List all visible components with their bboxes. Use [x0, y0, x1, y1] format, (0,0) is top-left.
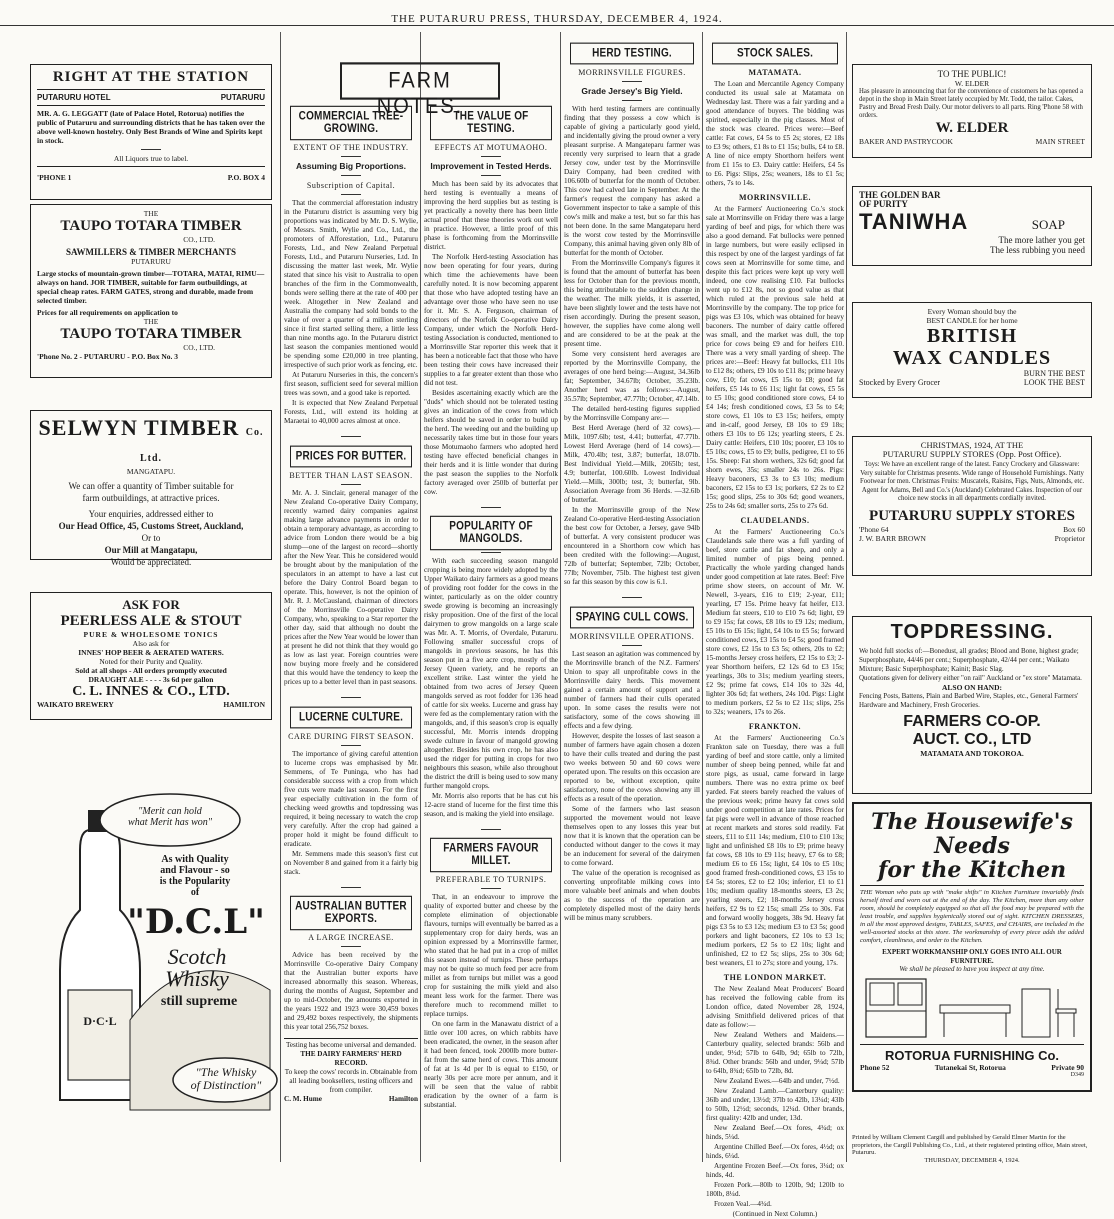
dcl-q4: and Flavour - so [160, 865, 230, 876]
article-paragraph: It is expected that New Zealand Perpetual Forests, Ltd., will extend its holding at Maraetai to 40,000 acres almost at once. [284, 399, 418, 425]
taupo-line1: SAWMILLERS & TIMBER MERCHANTS [65, 247, 237, 257]
article-heading: STOCK SALES. [712, 43, 838, 65]
sale-place: MATAMATA. [748, 68, 802, 77]
article-paragraph: Mr. Semmens made this season's first cut on November 8 and gained from it a fairly big stack. [284, 850, 418, 876]
housewife-needs-ad [852, 802, 1092, 1092]
article-heading: SPAYING CULL COWS. [570, 607, 694, 629]
topdressing-q: Quotations given for delivery either "on rail" Auckland or "ex store" Matamata. [859, 674, 1082, 682]
article-paragraph: At the Farmers' Auctioneering Co.'s stock sale at Morrinsville on Friday there was a large yarding of beef and pigs, for which there was also a good demand. Fat bullocks were penned in large numbers, but were easily eclipsed in this respect by one of the largest yardings of fat cows seen at Morrinsville for some time, and despite this fact prices were kept up very well indeed, one cow realising £10. Fat bullocks went up to £12 8s, not so good value as that which ruled at the previous sale held at Morrinsville by the company. The top price for pigs was £3 10s, which was obtained for heavy baconers. The number of dairy cattle offered was small, and the market was dull, the top price for cows being £9 and for heifers £10. There was a very small yarding of sheep. The prices are:—Beef: Heavy fat bullocks, £11 10s to £12 8s; others, £9 10s to £11 8s; prime heavy cow, £10; fat cows, £5 15s to £8; good fat heifers, £5 14s to £6 11s; light fat cows, £5 5s to £5 10s; good conditioned store cows, £4 to £4 14s; fresh conditioned cows, £3 5s to £4; store cows, £1 10s to £3 15s; heifers, empty and in-calf, good Jersey, £8 10s to £9 18s; others £3 10s to £6 12s; yearling steers, £ 2s. Dairy cattle: Heifers, £10 10s; poorer, £3 10s to £5 10s; cows, £5 to £9; bulls, pedigree, £1 to £6 15s. Sheep: Fat shorn wethers, 32s 6d; good fat shorn ewes, 35s; smaller 24s to 26s. Pigs: Heavy baconers, £3 3s to £3 10s; medium baconers, £2 15s to £3 1s; porkers, £2 2s to £2 15s; good slips, 25s to 30s 6d; good weaners, 25s to 24s 6d; smaller sorts, 25s to 27s 6d. [706, 205, 844, 510]
article-heading: THE VALUE OF TESTING. [430, 106, 552, 141]
peerless-company: C. L. INNES & CO., LTD. [72, 684, 230, 699]
wax-name1: BRITISH [926, 325, 1018, 347]
peerless-town: HAMILTON [223, 700, 265, 709]
article-paragraph: However, despite the losses of last season a number of farmers have again chosen a dozen to have their culls treated and during the past two weeks between 50 and 60 cows were operated upon. The results on this occasion are reported to be, without exception, quite satisfactory, none of the cows showing any ill effects as a result of the operation. [564, 732, 700, 803]
taniwha-l2: OF PURITY [859, 199, 908, 209]
continued-note: (Continued in Next Column.) [732, 1210, 818, 1218]
xmas-title: CHRISTMAS, 1924, AT THE [920, 440, 1024, 450]
dcl-quote1: "Merit can hold [138, 806, 202, 817]
article-paragraph: That, in an endeavour to improve the quality of exported butter and cheese by the complete elimination of objectionable flavours, turnips will eventually be barred as a supplementary crop for dairy herds, was an opinion expressed by a Morrinsville farmer, who stated that he had put in a crop of millet this season instead of turnips. These perhaps may not be quite so much feed per acre from millet as from turnips but millet was a good crop for sustaining the milk yield and also meant less work for the farmer. There was therefore much to recommend millet to replace turnips. [424, 893, 558, 1018]
xmas-box: Box 60 [1063, 524, 1085, 534]
article-paragraph: At the Farmers' Auctioneering Co.'s Claudelands sale there was a full yarding of beef, store cattle and fat sheep, and only a limited number of pigs being penned. Practically the whole yarding changed hands under good competition at late rates. Beef: Five prime show steers, on account of Mr. W. Newell, 3-years, £16 to £19; 2-year, £11; yearling, £7 15s. Prime heavy fat heifer, £13. Medium fat steers, £10 to £10 7s 6d; light, £9 to £9 15s; fat cows, £8 10s to £9 12s; medium, £5 10s to £6 15s; light, £4 10s to £5 5s; forward conditioned cows, £3 15s to £4 5s; good framed store cows, £2 15s to £3 5s; others, 20s to £2; 15-months Jersey cross heifers, £2 15s to £3; 2-year Shorthorn heifers, £2 12s 6d to £3 15s; yearlings, 30s to 31s; medium yearling steers, £2 9s; prime fat cows, £14 10s to 32s 4d, lighter 30s 6d; fat wethers, 24s 10d. Pigs: Light to medium porkers, £2 5s to £2 11s; slips, 25s to 32s; weaners, 17s to 26s. [706, 528, 844, 716]
farm-col-a [284, 104, 418, 1154]
article-paragraph: Best Herd Average (herd of 32 cows).—Milk, 1097.6lb; test, 4.41; butterfat, 47.77lb. Lowest Herd Average (herd of 14 cows).—Milk, 470.4lb; test, 3.87; butterfat, 18.07lb. Best Individual Yield.—Milk, 2065lb; test, 4.9; butterfat, 100.60lb. Lowest Individual Yield.—Milk, 300lb; test, 3; butterfat, 9lb. Association Average from 36 Herds. —32.6lb of butterfat. [564, 424, 700, 504]
peerless-sold: Sold at all shops - All orders promptly executed [75, 666, 227, 675]
column-rule [280, 32, 281, 1162]
herd-record-ad-town: Hamilton [388, 1095, 418, 1103]
selwyn-town: MANGATAPU. [126, 467, 176, 476]
article-subheading: MORRINSVILLE FIGURES. [578, 68, 686, 77]
article-heading: PRICES FOR BUTTER. [290, 446, 412, 468]
article-paragraph: Some of the farmers who last season supported the movement would not leave themselves open to any losses this year but now that it is known that the operation can be conducted without danger to the cows it may be an inducement for several of the dairymen to come forward. [564, 805, 700, 867]
wax-candles-ad [852, 302, 1092, 398]
wax-l1: Every Woman should buy the [927, 307, 1017, 316]
wax-burn: BURN THE BEST [1023, 369, 1085, 378]
selwyn-co: Co. Ltd. [139, 427, 264, 464]
dcl-s1: Scotch [167, 944, 227, 969]
imprint [852, 1134, 1092, 1164]
liquor-note: All Liquors true to label. [113, 154, 189, 163]
peerless-ask: ASK FOR [122, 597, 180, 612]
article-paragraph: The Loan and Mercantile Agency Company conducted its usual sale at Matamata on Wednesday last. There was a fair yarding and a good attendance of buyers. The bidding was spirited, especially in the pig classes. Most of the stock was cleared. Prices were:—Beef cattle: Fat cows, £4 5s to £5 2s; stores, £2 18s to £3 9s; others, £1 8s to £1 15s; bulls, £4 to £8. A line of nice empty Shorthorn heifers went from £1 15s to £3. Dairy cattle: Heifers, £4 5s to £6. Pigs: Slips, 25s; weaners, 18s to £1 5s; others, 7s to 14s. [706, 80, 844, 187]
hw-text: THE Woman who puts up with "make shifts" in Kitchen Furniture invariably finds herself tired and worn out at the end of the day. The Kitchen, more than any other room, should be completely equipped so that all the food may be prepared with the least trouble, and supplies hygienically stored out of sight. KITCHEN DRESSERS, in all the most approved designs, TABLES, SAFES, and CHAIRS, are included in the well-assorted stocks at this store. The workmanship of every piece adds the added comfort, cleanliness, and order to the Kitchen. [860, 889, 1084, 944]
xmas-sub: PUTARURU SUPPLY STORES (Opp. Post Office). [882, 449, 1062, 459]
elder-signature: W. ELDER [935, 120, 1009, 136]
elder-trade: BAKER AND PASTRYCOOK [859, 137, 953, 146]
taupo-text: Large stocks of mountain-grown timber—TOTARA, MATAI, RIMU—always on hand. JOR TIMBER, suitable for farm outbuildings, at special cheap rates. FARM GATES, strong and durable, made from selected timber. [37, 269, 265, 305]
article-paragraph: Much has been said by its advocates that herd testing is eventually a means of improving the herd supplies but as testing is yet practically a novelty there has been little actual proof that these theories work out well in practice. However, a little proof of this phase is forthcoming from the Morrinsville district. [424, 180, 558, 251]
the-label: THE [143, 209, 159, 218]
dcl-brand: "D.C.L" [127, 902, 265, 942]
sale-place: THE LONDON MARKET. [723, 973, 827, 982]
article-paragraph: Advice has been received by the Morrinsville Co-operative Dairy Company that the Australian butter exports have increased abnormally this season. Whereas, during the months of August, September and up to mid-October, the amounts exported in the years 1922 and 1923 were 30,459 boxes and 29,492 boxes respectively, the shipments this year total 256,752 boxes. [284, 951, 418, 1031]
dcl-label: D·C·L [83, 1014, 117, 1028]
elder-street: MAIN STREET [1035, 137, 1085, 146]
article-paragraph: On one farm in the Manawatu district of a little over 100 acres, on which rabbits have been eradicated, the owner, in the season after it had been fenced, took 2000lb more butter-fat from the same herd of cows. This amount of fat at 1s 4d per lb is equal to £150, or nearly 30s per acre more per annum, and it will be seen that the value of rabbit eradication by the owner of a farm is substantial. [424, 1020, 558, 1109]
peerless-pure: PURE & WHOLESOME TONICS [83, 630, 219, 639]
elder-text: Has pleasure in announcing that for the convenience of customers he has opened a depot in the shop in Main Street lately occupied by Mr. Todd, the tailor. Cakes, Pastry and Bread Fresh Daily. Our motor delivers to all parts. Ring 'Phone 58 with orders. [859, 88, 1084, 119]
article-paragraph: The Norfolk Herd-testing Association has now been operating for four years, during which time the achievements have been carefully noted. It is now becoming apparent that those who have adopted testing have an advantage over those who have seen no use for it. Mr. S. A. Ferguson, chairman of directors of the Norfolk Co-operative Dairy Company, under which the Norfolk Herd-testing Association is conducted, mentioned to a Morrinsville Star reporter this week that it has been a noticeable fact that those who have been testing their cows have increased their supplies to a far greater extent than those who did not test. [424, 253, 558, 387]
article-paragraph: Frozen Pork.—80lb to 120lb, 9d; 120lb to 180lb, 8¼d. [706, 1181, 844, 1198]
article-paragraph: Some very consistent herd averages are reported by the Morrinsville Company, the averages of one herd being:—August, 34.36lb fat; September, 34.67lb; October, 35.23lb. Another herd was as follows:—August, 35.57lb; September, 47.77lb; October, 47.14lb. [564, 350, 700, 403]
article-heading: POPULARITY OF MANGOLDS. [430, 516, 552, 551]
peerless-draught: DRAUGHT ALE - - - - 3s 6d per gallon [88, 675, 214, 684]
station-hotel-ad [30, 64, 272, 200]
article-paragraph: The value of the operation is recognised as converting unprofitable milking cows into more valuable beef animals and when doubts as to the success of the operation are completely dispelled most of the dairy herds will be minus many scrubbers. [564, 869, 700, 922]
article-paragraph: Last season an agitation was commenced by the Morrinsville branch of the N.Z. Farmers' Union to spay all unprofitable cows in the Morrinsville dairy herds. This movement gained a certain amount of support and a number of farmers had their culls operated upon. In some cases the results were not satisfactory, some of the cows showing ill effects and a few dying. [564, 650, 700, 730]
article-paragraph: Besides ascertaining exactly which are the "duds" which should not be tolerated testing gives an indication of the cows from which heifers should be saved in order to build up the herd. The weeding out and the building up necessarily takes time but in those four years those Motumaoho farmers who adopted herd testing have effected beneficial changes in their herds and it is little wonder that during the past season the supplies to the Norfolk factory averaged over 250lb of butterfat per cow. [424, 389, 558, 496]
herd-record-ad-line: To keep the cows' records in. Obtainable from all leading booksellers, testing officers and from compiler. [284, 1068, 418, 1094]
selwyn-l2: farm outbuildings, at attractive prices. [82, 493, 220, 503]
taupo-name: TAUPO TOTARA TIMBER [60, 326, 242, 342]
dcl-s3: still supreme [160, 994, 238, 1009]
article-paragraph: Argentine Frozen Beef.—Ox fores, 3¼d; ox hinds, 4d. [706, 1162, 844, 1179]
kitchen-furniture-illustration [860, 975, 1086, 1041]
hw-priv: Private 90 [1051, 1063, 1084, 1072]
taupo-name: TAUPO TOTARA TIMBER [60, 218, 242, 234]
article-subheading: EXTENT OF THE INDUSTRY. [293, 143, 409, 152]
farmers-coop-name1: FARMERS CO-OP. [903, 713, 1041, 730]
elder-to: TO THE PUBLIC! [937, 69, 1007, 79]
hw-title1: The Housewife's Needs [871, 809, 1073, 859]
elder-w: W. ELDER [954, 79, 990, 88]
hw-phone: Phone 52 [860, 1063, 890, 1072]
article-heading: COMMERCIAL TREE-GROWING. [290, 106, 412, 141]
xmas-phone: 'Phone 64 [859, 524, 889, 534]
article-subheading: A LARGE INCREASE. [308, 933, 394, 942]
article-subheading: Assuming Big Proportions. [295, 161, 407, 171]
farmers-coop-name2: AUCT. CO., LTD [912, 731, 1032, 748]
article-paragraph: The New Zealand Meat Producers' Board has received the following cable from its London office, dated November 28, 1924, advising Smithfield delivered prices of that date as follow:— [706, 985, 844, 1029]
taniwha-t2: The less rubbing you need [990, 245, 1085, 255]
article-paragraph: With herd testing farmers are continually finding that they possess a cow which is capable of giving a particularly good yield, and incidentally giving the proud owner a very pleasant surprise. A Mangateparu farmer was recently very surprised to learn that a grade Jersey cow, under test by the Morrinsville Dairy Company, had been credited with 106.60lb of butterfat for the month of October. This cow had calved late in September. At the farmer's request the company has asked a Government inspector to take a sample of this cow's milk and make a test, but so far this has not been done. In the same Mangateparu herd is the worst cow tested by the Morrinsville Company, this animal having given only 8lb of butterfat for the month of October. [564, 105, 700, 257]
article-paragraph: At the Farmers' Auctioneering Co.'s Frankton sale on Tuesday, there was a full yarding of beef and store cattle, only a limited number of sheep being penned, while fat and store pigs, as usual, came forward in large numbers. There was no extra prime ox beef yarded. Fat steers barely reached the values of the previous week; prime heavy fat cows sold under good competition at late rates. Prices for fat pigs were well in advance of those reached at recent markets and stores sold readily. Fat steers, £11 to £11 14s; medium, £10 to £10 13s; light and unfinished £8 10s to £9; prime heavy fat cows, £8 10s to £9 11s; heavy, £7 6s to £8; medium £6 to £6 15s; light, £4 10s to £5 10s; good framed fresh-conditioned cows, £3 15s to £4 5s; stores, £2 to £2 10s; inferior, £1 to £1 10s; medium quality 18-months steers, £3 2s; yearling steers, £2; 18-months Jersey cross heifers, £2 9s to £2 15s; small 25s to 30s. Fat and forward woolly hoggets, 38s 9d. Heavy fat pigs £3 5s to £3 12s; medium £3 to £3 5s; good porkers and light baconers, £2 10s to £3 1s; medium porkers, £2 5s to £2 10s; light and unfinished, £2 to £2 5s; slips, 25s to 30s 6d; best weaners, £1 to 27s; store and young, 17s. [706, 734, 844, 967]
sale-place: CLAUDELANDS. [740, 516, 810, 525]
xmas-prop: J. W. BARR BROWN [859, 533, 926, 543]
dcl-q3: As with Quality [161, 854, 229, 865]
stock-sales-column [706, 40, 844, 1218]
dcl-s2: Whisky [165, 966, 229, 991]
selwyn-l7: Would be appreciated. [110, 557, 192, 567]
wax-name2: WAX CANDLES [892, 347, 1052, 369]
rotorua-furnishing-name: ROTORUA FURNISHING Co. [884, 1048, 1060, 1063]
article-paragraph: New Zealand Ewes.—64lb and under, 7½d. [714, 1077, 840, 1085]
herd-record-ad-line: THE DAIRY FARMERS' HERD RECORD. [300, 1050, 402, 1067]
dcl-tag2: of Distinction" [190, 1078, 262, 1092]
article-subheading: Subscription of Capital. [306, 181, 396, 190]
topdressing-ad [852, 616, 1092, 794]
hotel-box: P.O. BOX 4 [227, 173, 265, 182]
xmas-proprietor: Proprietor [1054, 533, 1085, 543]
topdressing-text: We hold full stocks of:—Bonedust, all grades; Blood and Bone, highest grade; Superphosphate, 44/46 per cent.; Superphosphate, 42/44 per cent.; Waikato Mixture; Basic Superphosphate; Kainit; Basic Slag. [859, 647, 1079, 673]
topdressing-also-text: Fencing Posts, Battens, Plain and Barbed Wire, Staples, etc., General Farmers' Hardware and Machinery, Fresh Groceries. [859, 692, 1079, 709]
article-paragraph: That the commercial afforestation industry in the Putaruru district is assuming very big proportions was indicated by Mr. D. S. Wylie, of Messrs. Smith, Wylie and Co., Ltd., the promoters of Afforestation, Ltd., Putaruru Forests, Ltd., and New Zealand Perpetual Forests, Ltd., and Putaruru Nurseries, Ltd. In discussing the matter last week, Mr. Wylie stated that since his visit to Australia to open branches of the firm in the Commonwealth, bonds were selling there at the rate of 400 per week. Altogether in New Zealand and Australia the company had sold bonds to the value of over a quarter of a million sterling since it first started selling there, a little less than nine months ago. In the Putaruru district last season the companies mentioned would be spending some £20,000 in tree planting, irrespective of such prior work as fencing, etc. [284, 199, 418, 369]
selwyn-l5: Or to [141, 533, 161, 543]
article-paragraph: Frozen Veal.—4¾d. [714, 1200, 772, 1208]
selwyn-timber-ad [30, 410, 272, 567]
taupo-phone: 'Phone No. 2 - PUTARURU - P.O. Box No. 3 [37, 352, 179, 361]
sale-place: MORRINSVILLE. [738, 193, 812, 202]
article-heading: HERD TESTING. [570, 43, 694, 65]
column-rule [846, 32, 847, 1162]
article-paragraph: Mr. Morris also reports that he has cut his 12-acre stand of lucerne for the first time this season, and is making the yield into ensilage. [424, 792, 558, 818]
article-paragraph: Mr. A. J. Sinclair, general manager of the New Zealand Co-operative Dairy Company, recently warned dairy companies against making large advance payments in order to obtain a temporary advantage, as according to advice from London there would be a big slump—one of the largest on record—shortly after the New Year. This he considered would be brought about by the manipulation of the speculators in an attempt to have a last cut before the Dairy Control Board began to operate. This, however, is not the opinion of Mr. R. J. McCausland, chairman of directors of the Morrinsville Co-operative Dairy Company, who, speaking to a Star reporter the other day, said that although no doubt the prices after the New Year would be lower than at present he did not think that they would go as low as last year. Foreign countries were now buying more freely and he considered that this would have the tendency to keep the prices up to a better level than in past seasons. [284, 489, 418, 686]
wax-look: LOOK THE BEST [1023, 378, 1085, 387]
hw-code: D349 [1070, 1072, 1084, 1078]
article-paragraph: The detailed herd-testing figures supplied by the Morrinsville Company are:— [564, 405, 700, 422]
farmers-coop-towns: MATAMATA AND TOKOROA. [920, 749, 1024, 758]
selwyn-l4: Our Head Office, 45, Customs Street, Auckland, [58, 521, 244, 531]
ad-title: RIGHT AT THE STATION [52, 69, 250, 85]
xmas-name: PUTARURU SUPPLY STORES [869, 507, 1075, 524]
hw-title2: for the Kitchen [877, 857, 1067, 883]
herd-record-ad-line: Testing has become universal and demanded. [285, 1041, 417, 1049]
article-subheading: BETTER THAN LAST SEASON. [289, 471, 413, 480]
article-subheading: Grade Jersey's Big Yield. [581, 86, 683, 96]
peerless-name: PEERLESS ALE & STOUT [60, 613, 242, 629]
taniwha-soap-ad [852, 186, 1092, 266]
selwyn-l6: Our Mill at Mangatapu, [104, 545, 198, 555]
article-heading: AUSTRALIAN BUTTER EXPORTS. [290, 896, 412, 931]
xmas-text: Toys: We have an excellent range of the latest. Fancy Crockery and Glassware: Very suitable for Christmas presents. Wide range of Household Furnishings. Natty Footwear for men. Christmas Fruits: Muscatels, Raisins, Figs, Nuts, Almonds, etc. Agent for Adams, Bell and Co.'s (Auckland) Celebrated Cakes. Inspection of our choice new stocks in all departments cordially invited. [859, 461, 1085, 502]
peerless-also: Also ask for [132, 639, 170, 648]
peerless-noted: Noted for their Purity and Quality. [99, 657, 203, 666]
selwyn-l3: Your enquiries, addressed either to [88, 509, 214, 519]
herd-testing-column [564, 40, 700, 1150]
article-paragraph: Argentine Chilled Beef.—Ox fores, 4½d; ox hinds, 6¼d. [706, 1143, 844, 1160]
peerless-brewery: WAIKATO BREWERY [37, 700, 114, 709]
hw-inspect: We shall be pleased to have you inspect at any time. [899, 965, 1045, 973]
article-paragraph: In the Morrinsville group of the New Zealand Co-operative Herd-testing Association the best cow for October, a Jersey, gave 94lb of butterfat. A very consistent producer was encountered in a Shorthorn cow which has been credited with the following:—August, 72lb of butterfat; September, 72lb; October, 77lb; November, 75lb. The highest test given so far this season by this cow is 6.1. [564, 506, 700, 586]
column-rule [560, 32, 561, 1162]
taniwha-soap: SOAP [1031, 217, 1065, 232]
dcl-whisky-ad [30, 790, 275, 1110]
farm-notes-title: FARM NOTES. [340, 62, 500, 99]
peerless-innes: INNES' HOP BEER & AERATED WATERS. [78, 648, 224, 657]
wax-l2: BEST CANDLE for her home [926, 316, 1018, 325]
imprint-date: THURSDAY, DECEMBER 4, 1924. [924, 1156, 1020, 1164]
article-subheading: PREFERABLE TO TURNIPS. [435, 875, 547, 884]
masthead: THE PUTARURU PRESS, THURSDAY, DECEMBER 4, 1924. [0, 0, 1114, 26]
article-paragraph: At Putaruru Nurseries in this, the concern's first season, sufficient seed for several million trees was sown, and a good take is reported. [284, 371, 418, 397]
taniwha-t1: The more lather you get [998, 235, 1085, 245]
taniwha-l1: THE GOLDEN BAR [859, 190, 941, 200]
hotel-town: PUTARURU [220, 93, 265, 102]
selwyn-l1: We can offer a quantity of Timber suitable for [68, 481, 234, 491]
dcl-tag1: "The Whisky [195, 1065, 257, 1079]
taupo-totara-ad [30, 204, 272, 378]
article-paragraph: New Zealand Beef.—Ox fores, 4¾d; ox hinds, 5¼d. [706, 1124, 844, 1141]
elder-bakery-ad [852, 64, 1092, 158]
article-subheading: Improvement in Tested Herds. [430, 161, 552, 171]
article-subheading: MORRINSVILLE OPERATIONS. [569, 632, 695, 641]
column-rule [702, 32, 703, 1162]
sale-place: FRANKTON. [748, 722, 802, 731]
peerless-ale-ad [30, 592, 272, 720]
topdressing-title: TOPDRESSING. [890, 621, 1054, 643]
farm-col-b [424, 104, 558, 1154]
dcl-q5: is the Popularity [159, 876, 231, 887]
hw-expert: EXPERT WORKMANSHIP ONLY GOES INTO ALL OUR FURNITURE. [882, 948, 1062, 965]
selwyn-name: SELWYN TIMBER [38, 415, 240, 440]
dcl-q6: of [190, 887, 200, 898]
article-paragraph: With each succeeding season mangold cropping is being more widely adopted by the Upper Waikato dairy farmers as a good means of providing root fodder for the cows in the winter, particularly as on the older country swede growing is becoming an increasingly risky proposition. One of the first of the local dairymen to grow mangolds on a large scale was Mr. A. T. Morris, of Overdale, Putaruru. Following smaller successful crops of mangolds in previous seasons, he has this season put in a five acre crop, mostly of the Jersey Queen variety, and he reports an excellent strike. Last winter the yield he obtained from two acres of Jersey Queen mangolds served as root fodder for 136 head of cattle for six weeks. Lucerne and grass hay were fed as the complementary ration with the mangolds, and, if this season's crop is equally successful, Mr. Morris intends dropping swede culture in favour of mangold growing altogether. Besides his own crop, he has also used the ridger for putting in crops for two neighbours this season, while also throughout the district the drill is being used to sow many further mangold crops. [424, 557, 558, 790]
article-heading: FARMERS FAVOUR MILLET. [430, 838, 552, 873]
the-label: THE [143, 317, 159, 326]
xmas-supply-ad [852, 436, 1092, 576]
hotel-text: MR. A. G. LEGGATT (late of Palace Hotel, Rotorua) notifies the public of Putaruru and surrounding districts that he has taken over the above well-known hostelry. Only Best Brands of Wine and Spirits kept in stock. [37, 109, 265, 145]
column-rule [420, 32, 421, 1162]
taupo-enquiries: Prices for all requirements on application to [37, 308, 178, 317]
imprint-text: Printed by William Clement Cargill and published by Gerald Elmer Martin for the proprietors, the Cargill Publishing Co., Ltd., at their registered printing office, Main street, Putaruru. [852, 1134, 1088, 1156]
hw-addr: Tutanekai St, Rotorua [934, 1063, 1006, 1072]
hotel-phone: 'PHONE 1 [37, 173, 72, 182]
taniwha-name: TANIWHA [859, 209, 969, 234]
taupo-co: CO., LTD. [183, 235, 215, 244]
article-subheading: EFFECTS AT MOTUMAOHO. [434, 143, 548, 152]
article-paragraph: New Zealand Wethers and Maidens.—Canterbury quality, selected brands: 56lb and under, 9½d; 57lb to 64lb, 9d; 65lb to 72lb, 8¾d. Other brands: 56lb and under, 9¼d; 57lb to 64lb, 8¾d; 65lb to 72lb, 8d. [706, 1031, 844, 1075]
wax-stocked: Stocked by Every Grocer [859, 378, 941, 387]
topdressing-also: ALSO ON HAND: [941, 683, 1002, 692]
taupo-town: PUTARURU [131, 257, 171, 266]
article-paragraph: The importance of giving careful attention to lucerne crops was emphasised by Mr. Semmens, of Te Puninga, who has had considerable success with a crop from which five cuts were made last season. For the first year especially cultivation in the form of checking weed growths and topdressing was required, it being necessary to watch the crop very carefully. After the crop had gained a proper hold it might be found difficult to eradicate. [284, 750, 418, 848]
hotel-name: PUTARURU HOTEL [37, 93, 111, 102]
article-paragraph: New Zealand Lamb.—Canterbury quality: 36lb and under, 13½d; 37lb to 42lb, 13¼d; 43lb to 50lb, 12½d; seconds, 12¼d. Other brands, first quality: 42lb and under, 13d. [706, 1087, 844, 1122]
taupo-co: CO., LTD. [183, 343, 215, 352]
article-subheading: CARE DURING FIRST SEASON. [288, 732, 414, 741]
dcl-quote2: what Merit has won" [128, 817, 212, 828]
article-paragraph: From the Morrinsville Company's figures it is found that the amount of butterfat has been less for October than for the previous month, this being attributable to the sudden change in the weather. The milk yields, it is asserted, have been slightly lower and the tests have not risen accordingly. During the present season, however, the supplies have come along well and are considered to be at the peak at the present time. [564, 259, 700, 348]
herd-record-ad-name: C. M. Hume [284, 1095, 322, 1103]
article-heading: LUCERNE CULTURE. [290, 707, 412, 729]
